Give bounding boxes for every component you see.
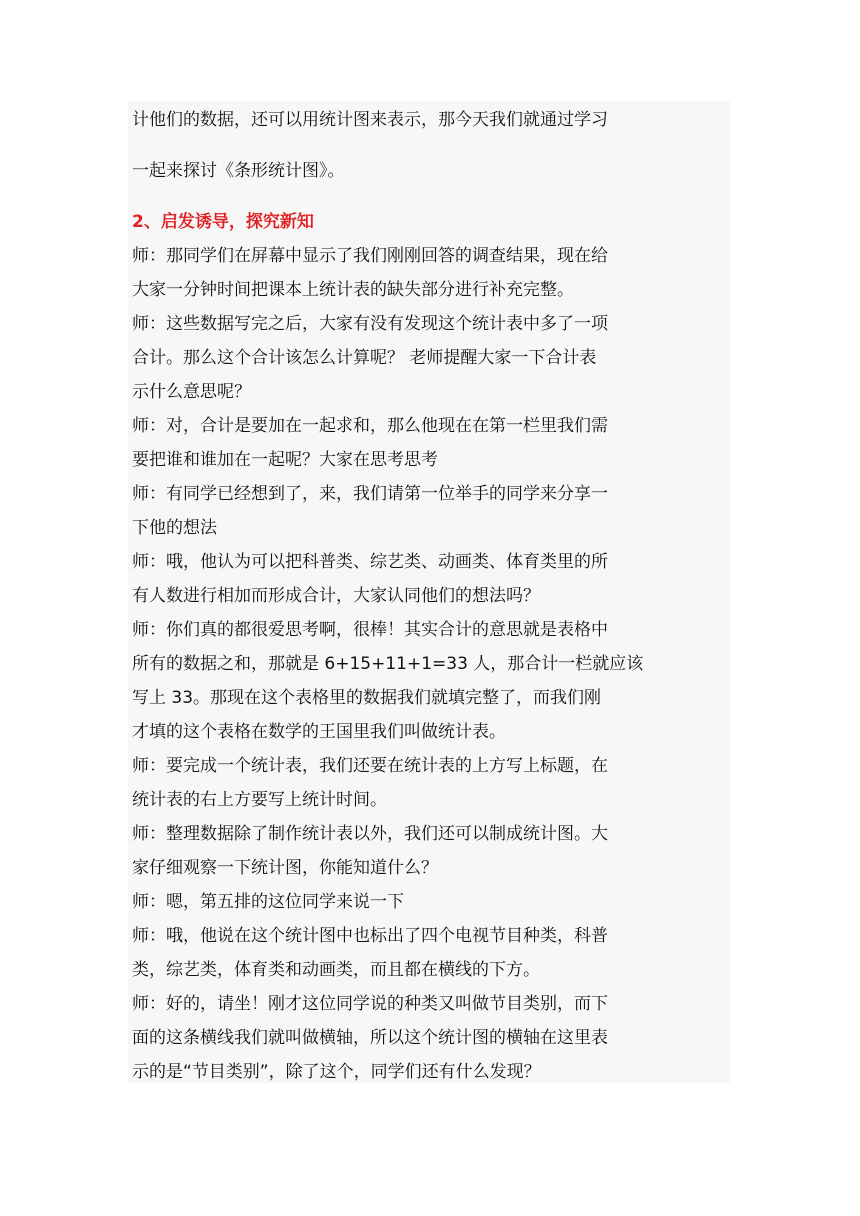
body-line: 师：对，合计是要加在一起求和，那么他现在在第一栏里我们需	[132, 416, 608, 436]
body-line: 师：哦，他认为可以把科普类、综艺类、动画类、体育类里的所	[132, 552, 608, 572]
body-line: 才填的这个表格在数学的王国里我们叫做统计表。	[132, 722, 506, 742]
body-line: 师：那同学们在屏幕中显示了我们刚刚回答的调查结果，现在给	[132, 246, 608, 266]
body-line: 家仔细观察一下统计图，你能知道什么？	[132, 858, 438, 878]
body-line: 师：嗯，第五排的这位同学来说一下	[132, 892, 404, 912]
body-line: 统计表的右上方要写上统计时间。	[132, 790, 387, 810]
body-line: 师：这些数据写完之后，大家有没有发现这个统计表中多了一项	[132, 314, 608, 334]
body-line: 示什么意思呢？	[132, 382, 251, 402]
body-line: 有人数进行相加而形成合计，大家认同他们的想法吗？	[132, 586, 540, 606]
body-line: 写上 33。那现在这个表格里的数据我们就填完整了，而我们刚	[132, 688, 602, 708]
body-line: 合计。那么这个合计该怎么计算呢？ 老师提醒大家一下合计表	[132, 348, 597, 368]
body-line: 下他的想法	[132, 518, 217, 538]
body-line: 示的是“节目类别”，除了这个，同学们还有什么发现？	[132, 1062, 541, 1082]
body-line: 师：有同学已经想到了，来，我们请第一位举手的同学来分享一	[132, 484, 608, 504]
body-line: 师：你们真的都很爱思考啊，很棒！其实合计的意思就是表格中	[132, 620, 608, 640]
body-line: 师：哦，他说在这个统计图中也标出了四个电视节目种类，科普	[132, 926, 608, 946]
section-heading: 2、启发诱导，探究新知	[132, 212, 314, 232]
body-line: 大家一分钟时间把课本上统计表的缺失部分进行补充完整。	[132, 280, 574, 300]
body-line: 师：好的，请坐！刚才这位同学说的种类又叫做节目类别，而下	[132, 994, 608, 1014]
body-line: 面的这条横线我们就叫做横轴，所以这个统计图的横轴在这里表	[132, 1028, 608, 1048]
body-line: 类，综艺类，体育类和动画类，而且都在横线的下方。	[132, 960, 540, 980]
body-line: 要把谁和谁加在一起呢？大家在思考思考	[132, 450, 438, 470]
body-line: 所有的数据之和，那就是 6+15+11+1=33 人，那合计一栏就应该	[132, 654, 644, 674]
intro-line: 一起来探讨《条形统计图》。	[132, 161, 345, 181]
body-line: 师：要完成一个统计表，我们还要在统计表的上方写上标题，在	[132, 756, 608, 776]
body-line: 师：整理数据除了制作统计表以外，我们还可以制成统计图。大	[132, 824, 608, 844]
intro-line: 计他们的数据，还可以用统计图来表示，那今天我们就通过学习	[132, 110, 608, 130]
